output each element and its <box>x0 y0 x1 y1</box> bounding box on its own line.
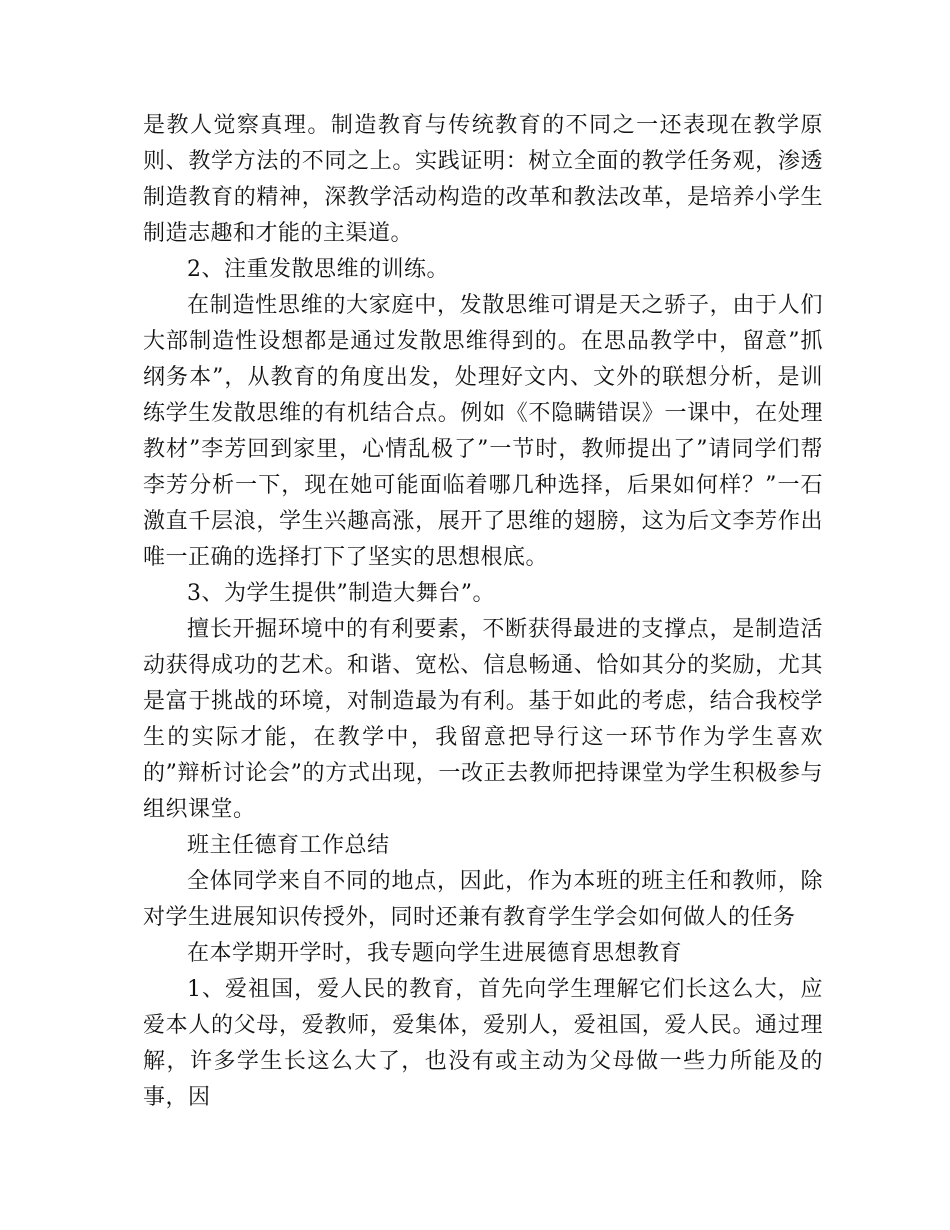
paragraph: 在制造性思维的大家庭中，发散思维可谓是天之骄子，由于人们大部制造性设想都是通过发散思维得到的。在思品教学中，留意”抓纲务本”，从教育的角度出发，处理好文内、文外的联想分析，是训练学生发散思维的有机结合点。例如《不隐瞒错误》一课中，在处理教材”李芳回到家里，心情乱极了”一节时，教师提出了”请同学们帮李芳分析一下，现在她可能面临着哪几种选择，后果如何样？”一石激直千层浪，学生兴趣高涨，展开了思维的翅膀，这为后文李芳作出唯一正确的选择打下了坚实的思想根底。 <box>143 293 823 570</box>
paragraph: 擅长开掘环境中的有利要素，不断获得最进的支撑点，是制造活动获得成功的艺术。和谐、宽松、信息畅通、恰如其分的奖励，尤其是富于挑战的环境，对制造最为有利。基于如此的考虑，结合我校学生的实际才能，在教学中，我留意把导行这一环节作为学生喜欢的”辩析讨论会”的方式出现，一改正去教师把持课堂为学生积极参与组织课堂。 <box>143 617 823 822</box>
paragraph: 是教人觉察真理。制造教育与传统教育的不同之一还表现在教学原则、教学方法的不同之上。实践证明：树立全面的教学任务观，渗透制造教育的精神，深教学活动构造的改革和教法改革，是培养小学生制造志趣和才能的主渠道。 <box>143 113 823 246</box>
section-title: 班主任德育工作总结 <box>187 833 390 858</box>
section-heading: 3、为学生提供”制造大舞台”。 <box>187 581 495 606</box>
section-heading: 2、注重发散思维的训练。 <box>187 257 449 282</box>
paragraph: 全体同学来自不同的地点，因此，作为本班的班主任和教师，除对学生进展知识传授外，同时还兼有教育学生学会如何做人的任务 <box>143 869 823 930</box>
paragraph: 1、爱祖国，爱人民的教育，首先向学生理解它们长这么大，应爱本人的父母，爱教师，爱集体，爱别人，爱祖国，爱人民。通过理解，许多学生长这么大了，也没有或主动为父母做一些力所能及的事，因 <box>143 977 823 1110</box>
document-body <box>143 108 823 1116</box>
paragraph: 在本学期开学时，我专题向学生进展德育思想教育 <box>187 941 683 966</box>
